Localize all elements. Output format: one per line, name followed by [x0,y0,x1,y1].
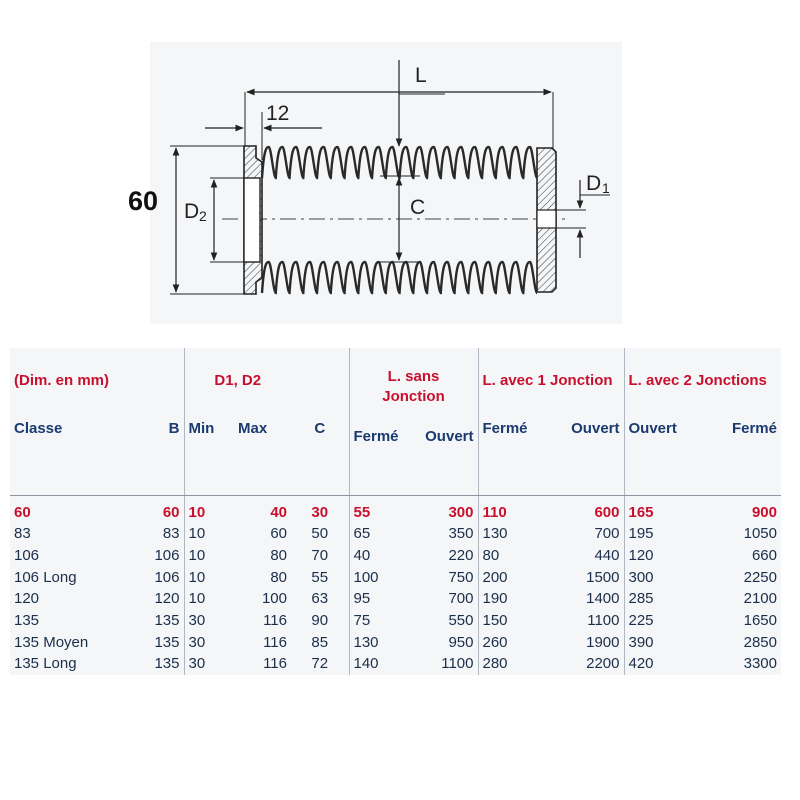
cell-c: 30 [291,495,349,523]
group-sans-line2: Jonction [382,388,445,406]
table-row [10,632,781,654]
group-avec1: L. avec 1 Jonction [478,348,624,412]
dim-D1-sub: 1 [602,180,610,196]
cell-min: 10 [188,503,206,521]
cell-classe: 106 Long [14,568,77,586]
cell-a1-o: 1900 [550,632,624,654]
cell-s-o: 1100 [409,653,478,675]
cell-max: 100 [261,590,287,608]
cell-min: 10 [188,568,206,586]
col-classe: Classe [10,412,124,495]
cell-classe: 106 [14,546,40,564]
cell-c: 63 [291,588,349,610]
cell-max: 116 [263,611,287,629]
table-row [10,653,781,675]
cell-b: 135 [124,610,184,632]
cell-c: 72 [291,653,349,675]
cell-min: 30 [188,655,206,673]
cell-s-o: 220 [409,545,478,567]
cell-classe: 120 [14,590,40,608]
cell-a1-o: 1100 [550,610,624,632]
cell-a2-f: 2100 [743,590,777,608]
cell-a2-f: 1650 [743,611,777,629]
col-avec1-ferme: Fermé [478,412,550,495]
cell-classe: 60 [14,503,31,521]
cell-s-f: 75 [353,611,371,629]
cell-a1-o: 1400 [550,588,624,610]
cell-classe: 135 Long [14,655,77,673]
cell-a2-o: 225 [628,611,654,629]
cell-s-f: 140 [353,655,379,673]
col-b: B [124,412,184,495]
cell-s-o: 700 [409,588,478,610]
table-title: (Dim. en mm) [14,371,110,389]
cell-a2-f: 2850 [743,633,777,651]
header-row-2 [10,412,781,495]
cell-c: 90 [291,610,349,632]
spring-top [262,147,537,178]
cell-s-o: 950 [409,632,478,654]
cell-a1-f: 150 [482,611,508,629]
dim-D1-label: D [586,172,602,195]
group-avec2: L. avec 2 Jonctions [628,371,767,389]
table-row [10,567,781,589]
col-max: Max [234,412,291,495]
col-min: Min [184,412,234,495]
col-avec2-ouvert: Ouvert [624,412,696,495]
cell-b: 83 [124,523,184,545]
bellows-drawing [0,0,800,340]
cell-a1-f: 80 [482,546,500,564]
col-avec2-ferme: Fermé [696,412,781,495]
cell-s-f: 95 [353,590,371,608]
cell-a1-o: 600 [550,495,624,523]
cell-max: 80 [270,568,287,586]
cell-b: 135 [124,632,184,654]
cell-b: 106 [124,567,184,589]
cell-s-f: 100 [353,568,379,586]
cell-s-o: 750 [409,567,478,589]
cell-a1-f: 110 [482,503,507,521]
spec-table [10,348,781,675]
dim-L-label: L [415,64,427,87]
cell-a1-f: 130 [482,525,508,543]
table-row [10,610,781,632]
cell-max: 116 [263,633,287,651]
cell-c: 55 [291,567,349,589]
col-c: C [291,412,349,495]
cell-max: 80 [270,546,287,564]
cell-max: 60 [270,525,287,543]
group-sans-line1: L. sans [387,368,440,386]
cell-s-f: 65 [353,525,371,543]
cell-s-f: 55 [353,503,371,521]
group-sans [349,348,478,412]
cell-s-f: 40 [353,546,371,564]
cell-a1-o: 1500 [550,567,624,589]
table-row [10,523,781,545]
cell-c: 70 [291,545,349,567]
dim-D2-sub: 2 [199,208,207,224]
right-bore [537,210,556,228]
dim-12-label: 12 [266,102,290,125]
col-sans-ferme: Fermé [349,412,409,495]
col-sans-ouvert: Ouvert [409,412,478,495]
cell-b: 106 [124,545,184,567]
cell-s-o: 300 [409,495,478,523]
dim-D2-label: D [184,200,200,223]
cell-b: 60 [124,495,184,523]
spring-bottom [262,262,537,293]
cell-min: 10 [188,590,206,608]
dim-C-label: C [410,196,426,219]
cell-a1-o: 440 [550,545,624,567]
table-row [10,588,781,610]
table-row [10,545,781,567]
cell-a1-f: 190 [482,590,508,608]
cell-a2-f: 1050 [743,525,777,543]
cell-c: 50 [291,523,349,545]
cell-a2-o: 420 [628,655,654,673]
cell-max: 116 [263,655,287,673]
cell-a2-o: 390 [628,633,654,651]
cell-a1-f: 280 [482,655,508,673]
cell-min: 30 [188,633,206,651]
cell-a2-f: 660 [751,546,777,564]
group-d: D1, D2 [214,371,262,389]
cell-b: 120 [124,588,184,610]
cell-a1-f: 260 [482,633,508,651]
cell-s-o: 550 [409,610,478,632]
table-row [10,495,781,523]
class-label: 60 [128,186,159,216]
cell-a1-o: 700 [550,523,624,545]
cell-classe: 135 [14,611,40,629]
cell-min: 10 [188,546,206,564]
cell-a1-o: 2200 [550,653,624,675]
header-row-1 [10,348,781,412]
cell-a2-f: 900 [751,503,777,521]
cell-classe: 135 Moyen [14,633,89,651]
cell-a2-f: 2250 [743,568,777,586]
cell-min: 30 [188,611,206,629]
cell-a1-f: 200 [482,568,508,586]
col-avec1-ouvert: Ouvert [550,412,624,495]
cell-b: 135 [124,653,184,675]
cell-classe: 83 [14,525,31,543]
cell-a2-f: 3300 [743,655,777,673]
cell-max: 40 [270,503,287,521]
cell-a2-o: 165 [628,503,654,521]
left-collar [244,178,260,262]
table-body [10,495,781,675]
cell-a2-o: 300 [628,568,654,586]
cell-s-o: 350 [409,523,478,545]
cell-min: 10 [188,525,206,543]
cell-s-f: 130 [353,633,379,651]
cell-a2-o: 120 [628,546,654,564]
cell-a2-o: 285 [628,590,654,608]
cell-c: 85 [291,632,349,654]
cell-a2-o: 195 [628,525,654,543]
